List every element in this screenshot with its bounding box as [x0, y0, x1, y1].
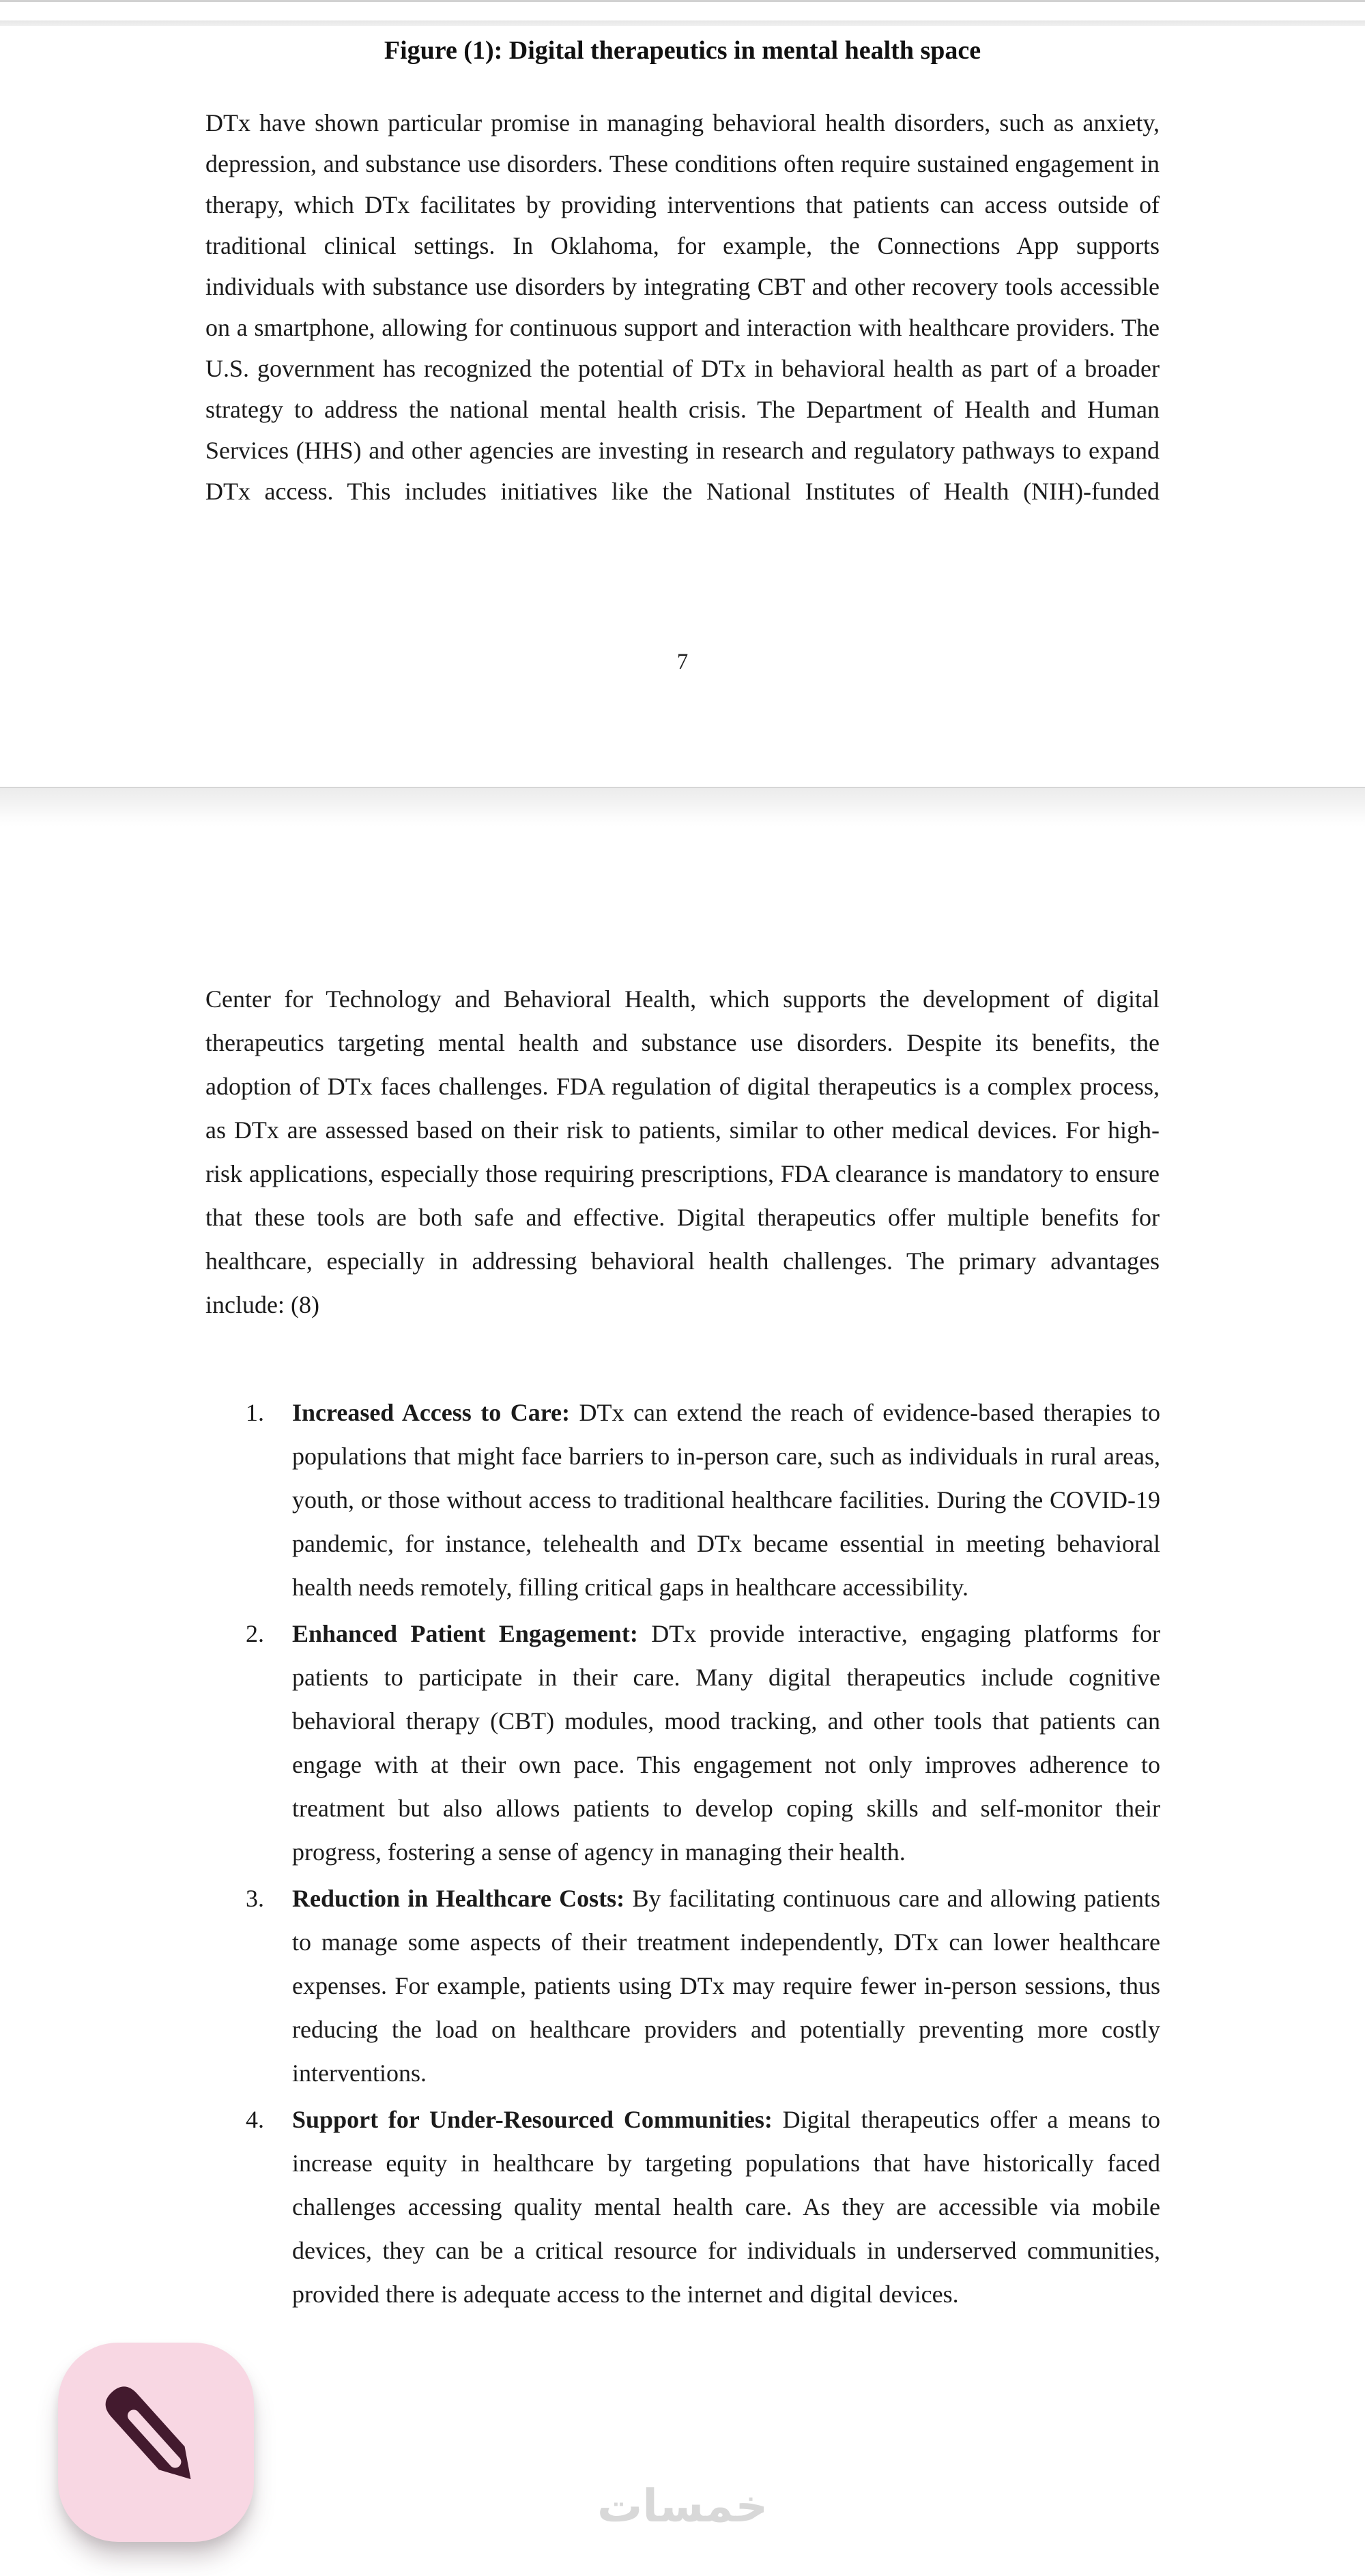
- list-item-lead: Increased Access to Care:: [292, 1399, 571, 1426]
- list-item: [246, 1877, 1160, 2095]
- list-item-lead: Reduction in Healthcare Costs:: [292, 1885, 625, 1912]
- list-item-text: DTx provide interactive, engaging platforms for patients to participate in their care. Many digital therapeutics include cognitive behavioral therapy (CBT) modules, mood tracking, and other tools that patients can engage with at their own pace. This engagement not only improves adherence to treatment but also allows patients to develop coping skills and self-monitor their progress, fostering a sense of agency in managing their health.: [292, 1620, 1161, 1866]
- khamsat-watermark: خمسات: [597, 2480, 768, 2532]
- list-item-text: By facilitating continuous care and allowing patients to manage some aspects of their treatment independently, DTx can lower healthcare expenses. For example, patients using DTx may require fewer in-person sessions, thus reducing the load on healthcare providers and potentially preventing more costly interventions.: [292, 1885, 1160, 2087]
- figure-caption: Figure (1): Digital therapeutics in mental health space: [384, 36, 981, 65]
- list-item-number: 1.: [246, 1399, 264, 1426]
- list-item-lead: Support for Under-Resourced Communities:: [292, 2106, 773, 2133]
- page-top-edge: [0, 0, 1365, 2]
- list-item-text: Digital therapeutics offer a means to increase equity in healthcare by targeting populations that have historically faced challenges accessing quality mental health care. As they are accessible via mobile devices, they can be a critical resource for individuals in underserved communities, provided there is adequate access to the internet and digital devices.: [292, 2106, 1160, 2308]
- list-item-number: 4.: [246, 2106, 264, 2133]
- page-number: 7: [676, 650, 689, 674]
- list-item-body: [292, 2098, 1160, 2316]
- list-item-number: 2.: [246, 1620, 264, 1647]
- edit-badge[interactable]: [58, 2343, 254, 2542]
- page-separator: [0, 787, 1365, 826]
- pencil-icon: [77, 2362, 235, 2519]
- advantages-list: [246, 1391, 1160, 2319]
- list-item: [246, 1612, 1160, 1874]
- page2-paragraph: Center for Technology and Behavioral Health, which supports the development of digital therapeutics targeting mental health and substance use disorders. Despite its benefits, the adoption of DTx faces challenges. FDA regulation of digital therapeutics is a complex process, as DTx are assessed based on their risk to patients, similar to other medical devices. For high-risk applications, especially those requiring prescriptions, FDA clearance is mandatory to ensure that these tools are both safe and effective. Digital therapeutics offer multiple benefits for healthcare, especially in addressing behavioral health challenges. The primary advantages include: (8): [205, 985, 1160, 1318]
- page-margin-rule: [0, 20, 1365, 26]
- list-item-body: [292, 1391, 1160, 1609]
- page1-paragraph: DTx have shown particular promise in managing behavioral health disorders, such as anxiety, depression, and substance use disorders. These conditions often require sustained engagement in therapy, which DTx facilitates by providing interventions that patients can access outside of traditional clinical settings. In Oklahoma, for example, the Connections App supports individuals with substance use disorders by integrating CBT and other recovery tools accessible on a smartphone, allowing for continuous support and interaction with healthcare providers. The U.S. government has recognized the potential of DTx in behavioral health as part of a broader strategy to address the national mental health crisis. The Department of Health and Human Services (HHS) and other agencies are investing in research and regulatory pathways to expand DTx access. This includes initiatives like the National Institutes of Health (NIH)-funded: [205, 109, 1160, 505]
- list-item: [246, 1391, 1160, 1609]
- list-item-number: 3.: [246, 1885, 264, 1912]
- list-item-text: DTx can extend the reach of evidence-based therapies to populations that might face barriers to in-person care, such as individuals in rural areas, youth, or those without access to traditional healthcare facilities. During the COVID-19 pandemic, for instance, telehealth and DTx became essential in meeting behavioral health needs remotely, filling critical gaps in healthcare accessibility.: [292, 1399, 1160, 1601]
- list-item-body: [292, 1877, 1160, 2095]
- list-item-lead: Enhanced Patient Engagement:: [292, 1620, 638, 1647]
- list-item-body: [292, 1612, 1160, 1874]
- list-item: [246, 2098, 1160, 2316]
